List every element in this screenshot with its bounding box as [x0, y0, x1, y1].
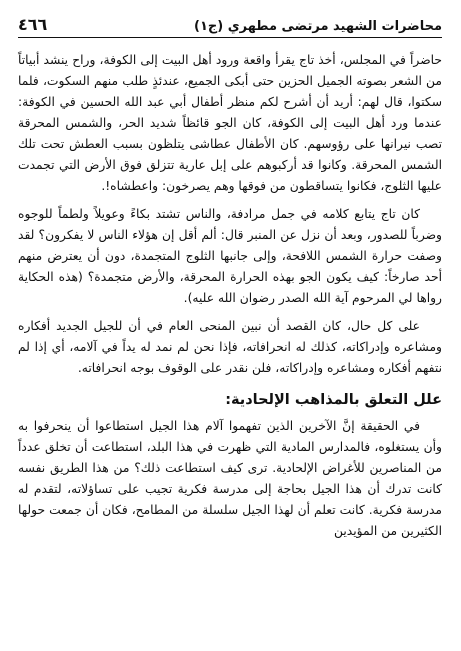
page-number: ٤٦٦	[18, 15, 48, 34]
section-heading: علل التعلق بالمذاهب الإلحادية:	[225, 392, 442, 408]
book-page	[18, 12, 442, 542]
paragraph: في الحقيقة إنَّ الآخرين الذين تفهموا آلام هذا الجيل استطاعوا أن ينحرفوا به وأن يستغلوه، فالمدارس المادية التي ظهرت في هذا البلد، استطاعت أن تخلق عدداً من المناصرين للأغراض الإلحادية. ترى كيف استطاعت ذلك؟ من هذا الطريق نفسه كانت تدرك أن هذا الجيل بحاجة إلى مدرسة فكرية تجيب على تساؤلاته، لتقدم له مدرسة فكرية. كانت تعلم أن لهذا الجيل سلسلة من المطامح، فكان أن جمعت حولها الكثيرين من المؤيدين	[18, 419, 442, 538]
paragraph: حاضراً في المجلس، أخذ تاج يقرأ واقعة ورود أهل البيت إلى الكوفة، وراح ينشد أبياتاً من الشعر بصوته الجميل الحزين حتى أبكى الجميع، عندئذٍ طلب منهم السكوت، فلما سكتوا، قال لهم: أريد أن أشرح لكم منظر أطفال أبي عبد الله الحسين في الكوفة: عندما ورد أهل البيت إلى الكوفة، كان الجو قائظاً شديد الحر، والشمس المحرقة تصب نيرانها على رؤوسهم. كان الأطفال عطاشى يتلظون بسبب العطش تحت تلك الشمس المحرقة. وكانوا قد أركبوهم على إبل عارية تتزلق فوق الأرض التي تجمدت عليها الثلوج، فكانوا يتساقطون من فوقها وهم يصرخون: واعطشاه!.	[18, 53, 442, 193]
page-header	[18, 12, 442, 38]
paragraph: كان تاج يتابع كلامه في جمل مرادفة، والناس تشتد بكاءً وعويلاً ولطماً للوجوه وضرباً للصدور، وبعد أن نزل عن المنبر قال: ألم أقل إن هؤلاء الناس لا يفكرون؟ لقد وصفت حرارة الشمس اللافحة، وإلى جانبها الثلوج المتجمدة، دون أن يعترض منهم أحد صارخاً: كيف يكون الجو بهذه الحرارة المحرقة، والأرض متجمدة؟ (هذه الحكاية رواها لي المرحوم آية الله الصدر رضوان الله عليه).	[18, 207, 442, 305]
page-body	[18, 50, 442, 542]
running-title: محاضرات الشهيد مرتضى مطهري (ج١)	[193, 19, 442, 34]
paragraph: على كل حال، كان القصد أن نبين المنحى العام في أن للجيل الجديد أفكاره ومشاعره وإدراكاته، كذلك له انحرافاته، فإذا نحن لم نمد له يداً في آلامه، أي إذا لم نتفهم أفكاره ومشاعره وإدراكاته، فلن نقدر على الوقوف بوجه انحرافاته.	[18, 319, 442, 375]
